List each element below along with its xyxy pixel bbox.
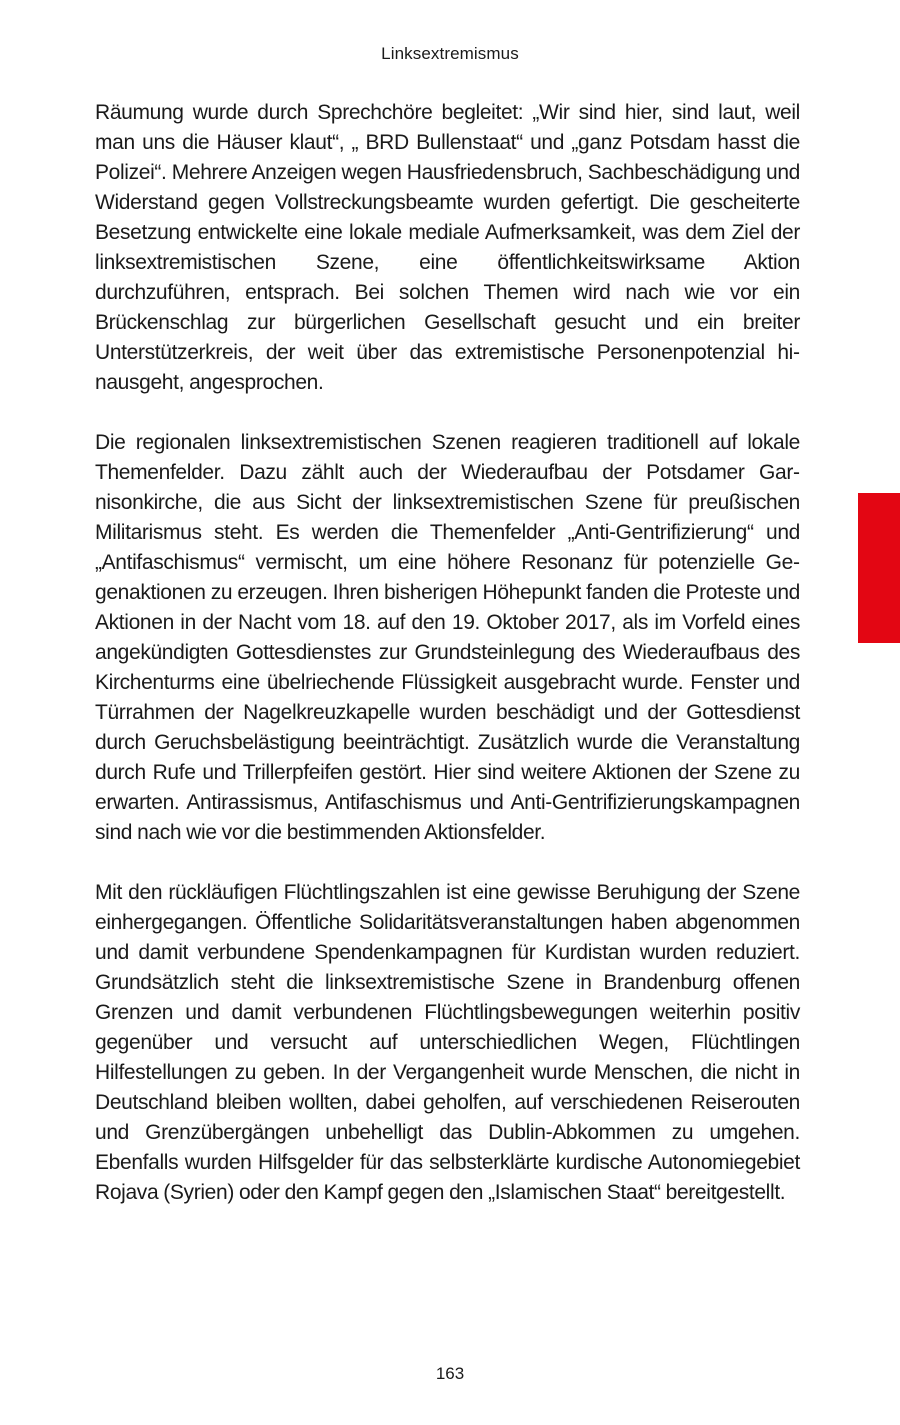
body-text (95, 98, 800, 1208)
paragraph-raeumung: Räumung wurde durch Sprechchöre begleitet: „Wir sind hier, sind laut, weil man uns die Häuser klaut“, „ BRD Bullenstaat“ und „ganz Potsdam hasst die Polizei“. Mehrere Anzeigen wegen Hausfriedensbruch, Sachbeschädigung und Widerstand gegen Vollstreckungsbeamte wurden gefertigt. Die gescheiterte Besetzung entwickelte eine lokale mediale Aufmerksamkeit, was dem Ziel der linksextremistischen Szene, eine öffentlichkeitswirksame Aktion durchzuführen, entsprach. Bei solchen Themen wird nach wie vor ein Brückenschlag zur bürgerlichen Gesellschaft gesucht und ein breiter Unterstützerkreis, der weit über das extremistische Personenpotenzial hinausgeht, angesprochen. (95, 101, 800, 394)
paragraph-garnisonkirche: Die regionalen linksextremistischen Szenen reagieren traditionell auf lokale Themenfelder. Dazu zählt auch der Wiederaufbau der Potsdamer Garnisonkirche, die aus Sicht der linksextremistischen Szene für preußischen Militarismus steht. Es werden die Themenfelder „Anti-Gentrifizierung“ und „Antifaschismus“ vermischt, um eine höhere Resonanz für potenzielle Gegenaktionen zu erzeugen. Ihren bisherigen Höhepunkt fanden die Proteste und Aktionen in der Nacht vom 18. auf den 19. Oktober 2017, als im Vorfeld eines angekündigten Gottesdienstes zur Grundsteinlegung des Wiederaufbaus des Kirchenturms eine übelriechende Flüssigkeit ausgebracht wurde. Fenster und Türrahmen der Nagelkreuzkapelle wurden beschädigt und der Gottesdienst durch Geruchsbelästigung beeinträchtigt. Zusätzlich wurde die Veranstaltung durch Rufe und Trillerpfeifen gestört. Hier sind weitere Aktionen der Szene zu erwarten. Antirassismus, Antifaschismus und Anti-Gentrifizierungskampagnen sind nach wie vor die bestimmenden Aktionsfelder. (95, 431, 800, 844)
chapter-marker-tab (858, 493, 900, 643)
running-header: Linksextremismus (381, 44, 519, 63)
paragraph-fluechtlinge: Mit den rückläufigen Flüchtlingszahlen ist eine gewisse Beruhigung der Szene einhergegangen. Öffentliche Solidaritätsveranstaltungen haben abgenommen und damit verbundene Spendenkampagnen für Kurdistan wurden reduziert. Grundsätzlich steht die linksextremistische Szene in Brandenburg offenen Grenzen und damit verbundenen Flüchtlingsbewegungen weiterhin positiv gegenüber und versucht auf unterschiedlichen Wegen, Flüchtlingen Hilfestellungen zu geben. In der Vergangenheit wurde Menschen, die nicht in Deutschland bleiben wollten, dabei geholfen, auf verschiedenen Reiserouten und Grenzübergängen unbehelligt das Dublin-Abkommen zu umgehen. Ebenfalls wurden Hilfsgelder für das selbsterklärte kurdische Autonomiegebiet Rojava (Syrien) oder den Kampf gegen den „Islamischen Staat“ bereitgestellt. (95, 881, 800, 1204)
page-number: 163 (435, 1364, 465, 1383)
